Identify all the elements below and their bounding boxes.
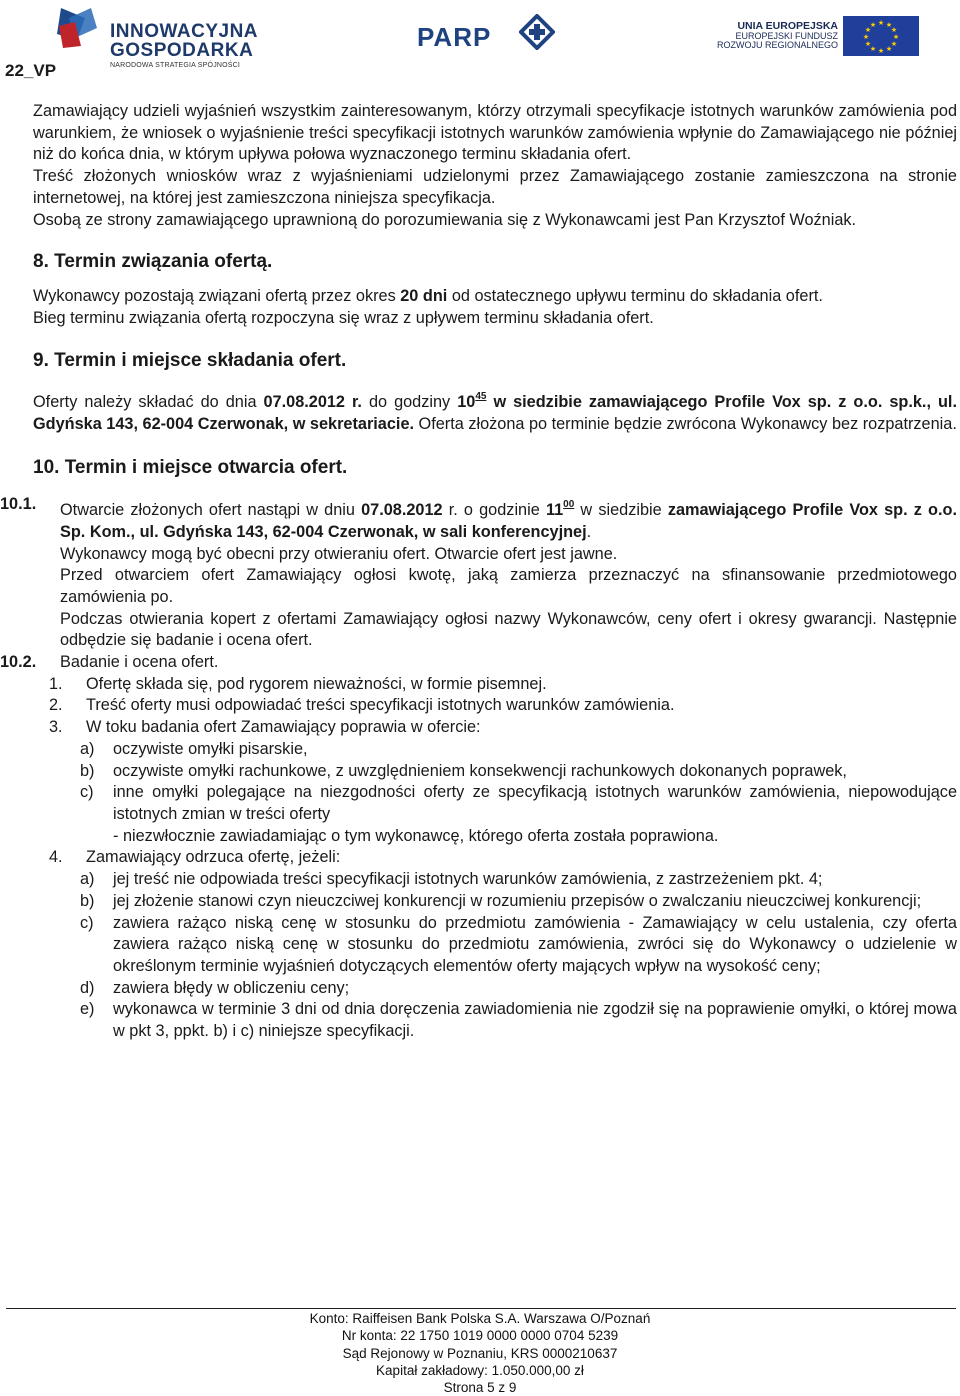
subsection-10-1 (0, 494, 957, 652)
list-subitem: a) oczywiste omyłki pisarskie, (80, 739, 308, 758)
list-subitem: e) wykonawca w terminie 3 dni od dnia doręczenia zawiadomienia nie zgodził się na poprawienie omyłki, o której mowa w pkt 3, ppkt. b) i c) niniejsze specyfikacji. (80, 1000, 957, 1041)
svg-text:★: ★ (892, 33, 900, 41)
paragraph-clarifications: Zamawiający udzieli wyjaśnień wszystkim zainteresowanym, którzy otrzymali specyfikacje istotnych warunków zamówienia pod warunkiem, że wniosek o wyjaśnienie treści specyfikacji istotnych warunków zamówienia wpłynie do Zamawiającego nie później niż do końca dnia, w którym upływa połowa wyznaczonego terminu składania ofert. (33, 102, 957, 164)
subsection-10-2 (0, 652, 957, 674)
eu-line-3: ROZWOJU REGIONALNEGO (716, 40, 838, 51)
list-subitem: d) zawiera błędy w obliczeniu ceny; (80, 978, 350, 997)
paragraph-contact-person: Osobą ze strony zamawiającego uprawnioną do porozumiewania się z Wykonawcami jest Pan Krzysztof Woźniak. (33, 210, 857, 229)
list-item: 3. W toku badania ofert Zamawiający poprawia w ofercie: (49, 718, 481, 737)
list-item: 1. Ofertę składa się, pod rygorem nieważności, w formie pisemnej. (49, 674, 547, 693)
eu-logo-text (708, 21, 838, 51)
opening-public-text: Wykonawcy mogą być obecni przy otwieraniu ofert. Otwarcie ofert jest jawne. (60, 544, 618, 563)
footer-bank: Konto: Raiffeisen Bank Polska S.A. Warszawa O/Poznań (309, 1311, 651, 1326)
page-header (0, 0, 960, 90)
section-8-line-1: Wykonawcy pozostają związani ofertą przez okres 20 dni od ostatecznego upływu terminu do składania ofert. (33, 286, 823, 305)
list-subitem: b) oczywiste omyłki rachunkowe, z uwzględnieniem konsekwencji rachunkowych dokonanych poprawek, (80, 761, 847, 780)
innowacyjna-gospodarka-logo-text (110, 22, 258, 69)
logo-line-3: NARODOWA STRATEGIA SPÓJNOŚCI (110, 62, 241, 69)
svg-text:★: ★ (864, 40, 872, 48)
heading-section-8: 8. Termin związania ofertą. (33, 251, 273, 273)
opening-date-text: Otwarcie złożonych ofert nastąpi w dniu 07.08.2012 r. o godzinie $11^{00}$ w siedzibie zamawiającego Profile Vox sp. z o.o. Sp. Kom., ul. Gdyńska 143, 62-004 Czerwonak, w sali konferencyjnej. (60, 499, 957, 541)
svg-text:★: ★ (885, 45, 893, 53)
svg-text:★: ★ (877, 47, 885, 55)
svg-text:★: ★ (890, 40, 898, 48)
list-subitem: a) jej treść nie odpowiada treści specyfikacji istotnych warunków zamówienia, z zastrzeżeniem pkt. 4; (80, 870, 823, 889)
parp-logo-text: PARP (417, 22, 492, 52)
opening-budget-text: Przed otwarciem ofert Zamawiający ogłosi kwotę, jaką zamierza przeznaczyć na sfinansowanie przedmiotowego zamówienia po. (60, 566, 957, 606)
list-subitem: b) jej złożenie stanowi czyn nieuczciwej konkurencji w rozumieniu przepisów o zwalczaniu nieuczciwej konkurencji; (80, 891, 922, 910)
eu-line-1: UNIA EUROPEJSKA (737, 20, 838, 32)
svg-text:★: ★ (862, 33, 870, 41)
svg-text:★: ★ (864, 26, 872, 34)
list-item: 4. Zamawiający odrzuca ofertę, jeżeli: (49, 848, 341, 867)
list-item: 2. Treść oferty musi odpowiadać treści specyfikacji istotnych warunków zamówienia. (49, 696, 675, 715)
footer-capital: Kapitał zakładowy: 1.050.000,00 zł (376, 1362, 584, 1378)
svg-text:★: ★ (869, 45, 877, 53)
subsection-number: 10.2. (0, 653, 37, 672)
subsection-title: Badanie i ocena ofert. (60, 653, 219, 672)
heading-section-9: 9. Termin i miejsce składania ofert. (33, 350, 347, 372)
parp-logo-icon (519, 14, 555, 55)
list-subitem: c) inne omyłki polegające na niezgodności oferty ze specyfikacją istotnych warunków zamówienia, niepowodujące istotnych zmian w treści oferty (80, 783, 957, 823)
footer-court: Sąd Rejonowy w Poznaniu, KRS 0000210637 (342, 1345, 618, 1361)
list-subitem: c) zawiera rażąco niską cenę w stosunku do przedmiotu zamówienia - Zamawiający w celu ustalenia, czy oferta zawiera rażąco niską cenę w stosunku do przedmiotu zamówienia, zwróci się do Wykonawcy o udzielenie w określonym terminie wyjaśnień dotyczących elementów oferty mających wpływ na wysokość ceny; (80, 913, 957, 975)
innowacyjna-gospodarka-logo-icon (55, 4, 105, 55)
eu-flag-icon (843, 16, 919, 61)
logo-line-1: INNOWACYJNA (110, 21, 259, 42)
page-footer (0, 1310, 960, 1396)
list-note: - niezwłocznie zawiadamiając o tym wykonawcę, którego oferta została poprawiona. (113, 826, 719, 845)
svg-text:★: ★ (885, 21, 893, 29)
svg-text:★: ★ (869, 21, 877, 29)
svg-text:★: ★ (890, 26, 898, 34)
eu-line-2: EUROPEJSKI FUNDUSZ (735, 31, 838, 42)
footer-account: Nr konta: 22 1750 1019 0000 0000 0704 5239 (341, 1328, 619, 1344)
subsection-number: 10.1. (0, 495, 37, 514)
logo-line-2: GOSPODARKA (110, 40, 254, 61)
heading-section-10: 10. Termin i miejsce otwarcia ofert. (33, 457, 348, 479)
document-body (0, 101, 957, 1043)
footer-divider (6, 1308, 956, 1309)
section-9-text: Oferty należy składać do dnia 07.08.2012 r. do godziny $10^{45}$ w siedzibie zamawiającego Profile Vox sp. z o.o. sp.k., ul. Gdyńska 143, 62-004 Czerwonak, w sekretariacie. Oferta złożona po terminie będzie zwrócona Wykonawcy bez rozpatrzenia. (33, 391, 957, 433)
document-id: 22_VP (5, 61, 57, 80)
section-8-line-2: Bieg terminu związania ofertą rozpoczyna się wraz z upływem terminu składania ofert. (33, 308, 654, 327)
svg-text:★: ★ (877, 19, 885, 27)
opening-envelopes-text: Podczas otwierania kopert z ofertami Zamawiający ogłosi nazwy Wykonawców, ceny ofert i okresy gwarancji. Następnie odbędzie się badanie i ocena ofert. (60, 609, 957, 650)
page-number: Strona 5 z 9 (443, 1380, 517, 1396)
paragraph-publication: Treść złożonych wniosków wraz z wyjaśnieniami udzielonymi przez Zamawiającego zostanie zamieszczona na stronie internetowej, na której jest zamieszczona niniejsza specyfikacja. (33, 167, 957, 207)
